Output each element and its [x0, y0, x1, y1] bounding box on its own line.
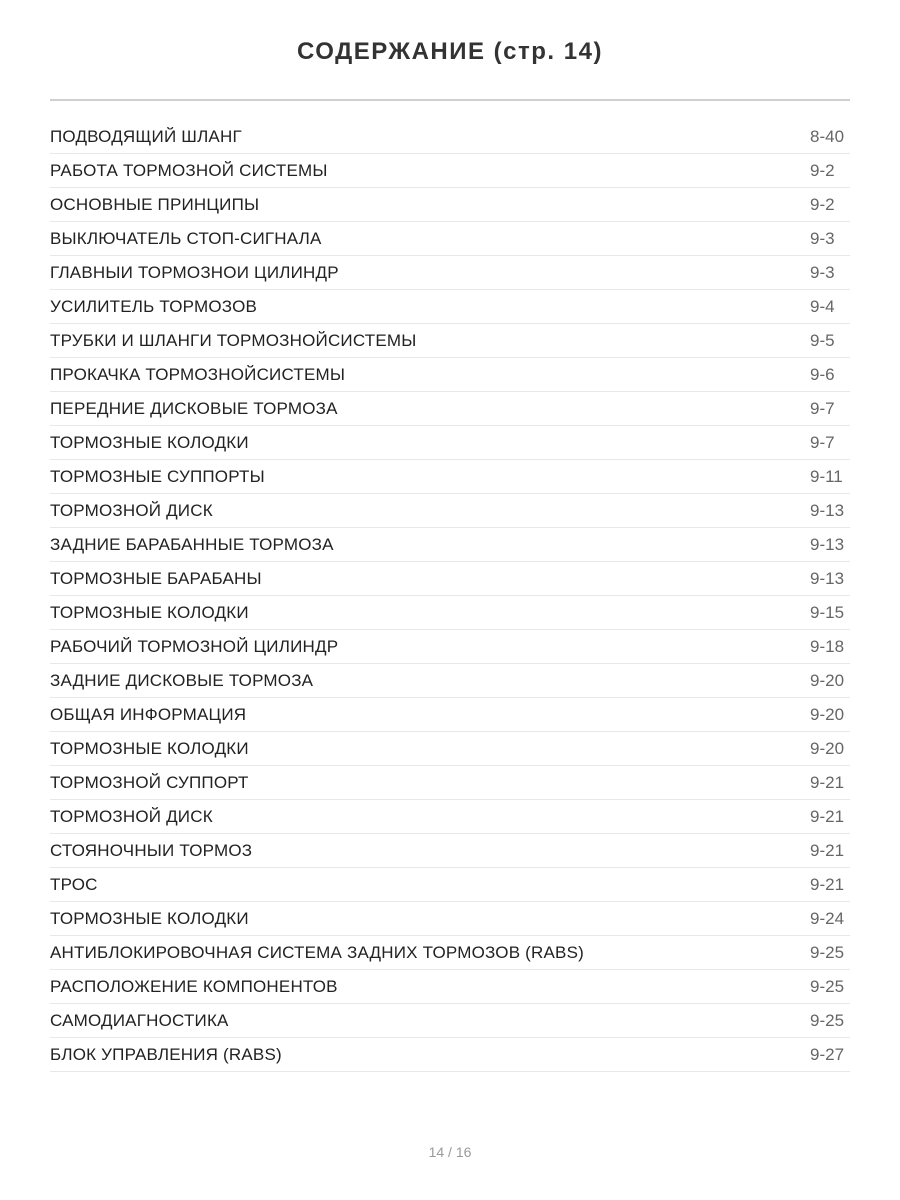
toc-entry[interactable]: [50, 460, 850, 494]
toc-entry-page: 9-18: [810, 636, 845, 656]
toc-entry-title: БЛОК УПРАВЛЕНИЯ (RABS): [50, 1044, 282, 1064]
toc-entry-title: ГЛАВНЫИ ТОРМОЗНОИ ЦИЛИНДР: [50, 262, 339, 282]
toc-entry-title: ОБЩАЯ ИНФОРМАЦИЯ: [50, 704, 247, 724]
toc-entry[interactable]: [50, 120, 850, 154]
toc-entry[interactable]: [50, 902, 850, 936]
toc-entry-page: 9-3: [810, 262, 835, 282]
toc-entry-page: 9-11: [810, 466, 843, 486]
toc-entry[interactable]: [50, 630, 850, 664]
toc-entry[interactable]: [50, 936, 850, 970]
toc-entry-page: 9-15: [810, 602, 845, 622]
toc-entry-title: ТОРМОЗНОЙ СУППОРТ: [50, 772, 249, 792]
toc-entry-page: 9-24: [810, 908, 845, 928]
toc-entry-title: РАСПОЛОЖЕНИЕ КОМПОНЕНТОВ: [50, 976, 338, 996]
toc-entry-title: ТОРМОЗНЫЕ КОЛОДКИ: [50, 908, 249, 928]
toc-entry-title: ТОРМОЗНЫЕ КОЛОДКИ: [50, 738, 249, 758]
toc-entry[interactable]: [50, 766, 850, 800]
toc-entry[interactable]: [50, 494, 850, 528]
toc-entry-page: 9-7: [810, 398, 835, 418]
toc-entry-page: 9-20: [810, 738, 845, 758]
toc-entry[interactable]: [50, 970, 850, 1004]
toc-entry-title: ОСНОВНЫЕ ПРИНЦИПЫ: [50, 194, 260, 214]
toc-entry-page: 9-20: [810, 670, 845, 690]
title-divider: [50, 99, 850, 101]
toc-entry-page: 9-21: [810, 806, 845, 826]
toc-entry-title: ТОРМОЗНЫЕ КОЛОДКИ: [50, 432, 249, 452]
toc-entry[interactable]: [50, 222, 850, 256]
toc-entry-title: ТОРМОЗНЫЕ СУППОРТЫ: [50, 466, 265, 486]
toc-entry-title: ТРУБКИ И ШЛАНГИ ТОРМОЗНОЙСИСТЕМЫ: [50, 330, 417, 350]
toc-entry-page: 9-13: [810, 500, 845, 520]
toc-entry-title: ПЕРЕДНИЕ ДИСКОВЫЕ ТОРМОЗА: [50, 398, 338, 418]
toc-entry-title: УСИЛИТЕЛЬ ТОРМОЗОВ: [50, 296, 258, 316]
toc-entry-page: 9-2: [810, 194, 835, 214]
toc-entry-title: ЗАДНИЕ БАРАБАННЫЕ ТОРМОЗА: [50, 534, 334, 554]
toc-entry-page: 9-2: [810, 160, 835, 180]
toc-entry-title: ТОРМОЗНЫЕ БАРАБАНЫ: [50, 568, 262, 588]
toc-entry-page: 9-21: [810, 840, 845, 860]
toc-entry-page: 9-20: [810, 704, 845, 724]
toc-entry-page: 9-5: [810, 330, 835, 350]
toc-entry-page: 9-13: [810, 568, 845, 588]
toc-entry-page: 9-4: [810, 296, 835, 316]
toc-entry[interactable]: [50, 562, 850, 596]
toc-entry-page: 9-7: [810, 432, 835, 452]
toc-entry-title: АНТИБЛОКИРОВОЧНАЯ СИСТЕМА ЗАДНИХ ТОРМОЗОВ (RABS): [50, 942, 584, 962]
toc-entry-title: РАБОЧИЙ ТОРМОЗНОЙ ЦИЛИНДР: [50, 636, 339, 656]
toc-entry-title: ТОРМОЗНОЙ ДИСК: [50, 500, 213, 520]
toc-entry[interactable]: [50, 188, 850, 222]
toc-entry[interactable]: [50, 290, 850, 324]
toc-entry[interactable]: [50, 664, 850, 698]
toc-entry-page: 9-25: [810, 942, 845, 962]
toc-entry[interactable]: [50, 256, 850, 290]
toc-entry[interactable]: [50, 1004, 850, 1038]
toc-entry-title: ТОРМОЗНЫЕ КОЛОДКИ: [50, 602, 249, 622]
toc-entry[interactable]: [50, 358, 850, 392]
table-of-contents: [50, 120, 850, 1072]
toc-entry-page: 9-25: [810, 976, 845, 996]
toc-entry[interactable]: [50, 800, 850, 834]
toc-entry[interactable]: [50, 1038, 850, 1072]
toc-entry-title: ТОРМОЗНОЙ ДИСК: [50, 806, 213, 826]
toc-entry-page: 9-25: [810, 1010, 845, 1030]
toc-entry-title: ЗАДНИЕ ДИСКОВЫЕ ТОРМОЗА: [50, 670, 314, 690]
toc-entry[interactable]: [50, 154, 850, 188]
toc-entry-title: СТОЯНОЧНЫИ ТОРМОЗ: [50, 840, 253, 860]
page-indicator: 14 / 16: [428, 1144, 472, 1160]
toc-entry-title: ПОДВОДЯЩИЙ ШЛАНГ: [50, 126, 242, 146]
toc-entry[interactable]: [50, 426, 850, 460]
toc-entry-page: 9-27: [810, 1044, 845, 1064]
toc-entry[interactable]: [50, 732, 850, 766]
toc-entry-page: 9-3: [810, 228, 835, 248]
toc-entry[interactable]: [50, 834, 850, 868]
toc-entry[interactable]: [50, 698, 850, 732]
toc-entry-title: ПРОКАЧКА ТОРМОЗНОЙСИСТЕМЫ: [50, 364, 346, 384]
toc-entry[interactable]: [50, 868, 850, 902]
toc-entry-page: 9-21: [810, 772, 845, 792]
toc-entry-page: 9-6: [810, 364, 835, 384]
toc-entry-title: ВЫКЛЮЧАТЕЛЬ СТОП-СИГНАЛА: [50, 228, 322, 248]
toc-entry-page: 8-40: [810, 126, 845, 146]
toc-entry-page: 9-13: [810, 534, 845, 554]
toc-entry[interactable]: [50, 596, 850, 630]
toc-entry[interactable]: [50, 392, 850, 426]
toc-entry-title: РАБОТА ТОРМОЗНОЙ СИСТЕМЫ: [50, 160, 328, 180]
toc-entry[interactable]: [50, 528, 850, 562]
toc-entry-title: САМОДИАГНОСТИКА: [50, 1010, 229, 1030]
page-title: СОДЕРЖАНИЕ (стр. 14): [297, 38, 603, 65]
toc-entry-title: ТРОС: [50, 874, 98, 894]
toc-entry-page: 9-21: [810, 874, 845, 894]
toc-entry[interactable]: [50, 324, 850, 358]
